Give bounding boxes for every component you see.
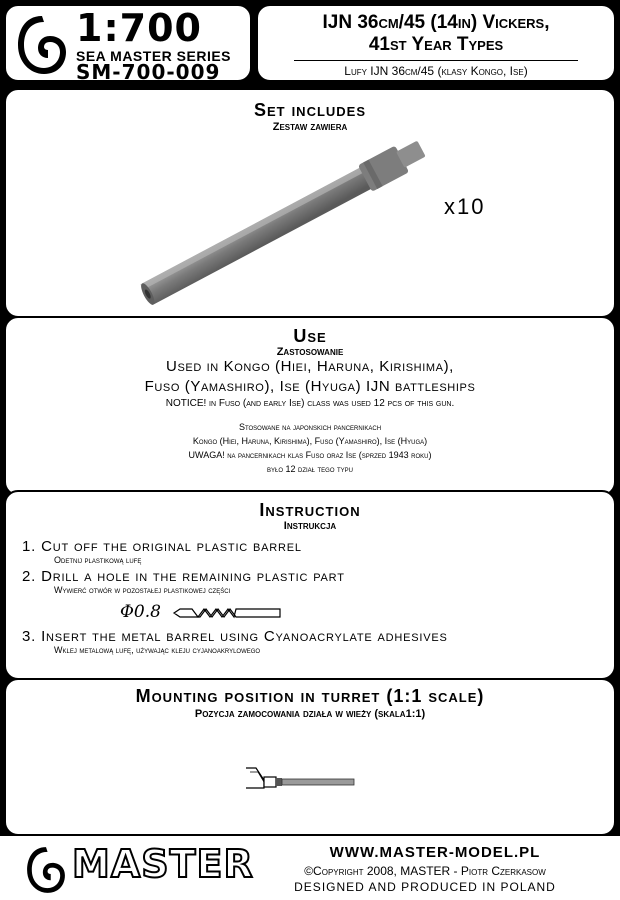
drill-size-label: Φ0.8 bbox=[120, 602, 161, 622]
use-subtitle: Zastosowanie bbox=[276, 346, 344, 358]
instruction-step-1 bbox=[22, 538, 606, 565]
brand-name: MASTER bbox=[72, 842, 254, 886]
instruction-title: Instruction bbox=[259, 500, 361, 520]
step-2-text: 2. Drill a hole in the remaining plastic part bbox=[22, 568, 345, 585]
step-2-translation: Wywierć otwór w pozostałej plastikowej części bbox=[54, 585, 231, 595]
use-ships-line2: Fuso (Yamashiro), Ise (Hyuga) IJN battleships bbox=[144, 378, 476, 395]
set-includes-section bbox=[4, 88, 616, 318]
set-includes-subtitle: Zestaw zawiera bbox=[272, 121, 348, 133]
use-notice: NOTICE! in Fuso (and early Ise) class was used 12 pcs of this gun. bbox=[165, 398, 455, 409]
product-title-line2: 41st Year Types bbox=[368, 34, 504, 55]
mounting-subtitle: Pozycja zamocowania działa w wieży (skala1:1) bbox=[194, 708, 426, 720]
instruction-step-2 bbox=[22, 568, 606, 595]
product-title-line1: IJN 36cm/45 (14in) Vickers, bbox=[322, 12, 550, 33]
drill-bit-diagram bbox=[120, 602, 290, 624]
quantity-label: x10 bbox=[444, 194, 486, 219]
turret-barrel-diagram bbox=[242, 760, 362, 800]
set-includes-title: Set includes bbox=[253, 100, 367, 120]
use-ships-line1: Used in Kongo (Hiei, Haruna, Kirishima), bbox=[166, 358, 454, 375]
step-3-translation: Wklej metalową lufę, używając kleju cyjanoakrylowego bbox=[54, 645, 261, 655]
metal-barrel-image bbox=[126, 130, 466, 310]
instruction-section bbox=[4, 490, 616, 680]
use-title: Use bbox=[293, 326, 327, 346]
website-link[interactable]: WWW.MASTER-MODEL.PL bbox=[329, 844, 541, 861]
master-logo-icon bbox=[14, 12, 70, 78]
use-polish-line4: było 12 dział tego typu bbox=[266, 464, 354, 474]
instruction-subtitle: Instrukcja bbox=[283, 520, 337, 532]
header-title-panel bbox=[256, 4, 616, 82]
series-label: SEA MASTER SERIES bbox=[76, 48, 232, 64]
use-polish-line3: UWAGA! na pancernikach klas Fuso oraz Ise (sprzed 1943 roku) bbox=[188, 450, 432, 460]
product-code: SM-700-009 bbox=[76, 60, 221, 84]
instruction-step-3 bbox=[22, 628, 606, 655]
title-divider bbox=[294, 60, 578, 61]
step-1-translation: Odetnij plastikową lufę bbox=[54, 555, 142, 565]
footer bbox=[0, 836, 620, 900]
mounting-section bbox=[4, 678, 616, 836]
scale-label: 1:700 bbox=[76, 6, 202, 50]
use-polish-line1: Stosowane na japonskich pancernikach bbox=[238, 422, 382, 432]
step-3-text: 3. Insert the metal barrel using Cyanoacrylate adhesives bbox=[22, 628, 448, 645]
step-1-text: 1. Cut off the original plastic barrel bbox=[22, 538, 302, 555]
use-section bbox=[4, 316, 616, 496]
header-brand-panel bbox=[4, 4, 252, 82]
use-polish-line2: Kongo (Hiei, Haruna, Kirishima), Fuso (Yamashiro), Ise (Hyuga) bbox=[192, 436, 428, 446]
product-subtitle: Lufy IJN 36cm/45 (klasy Kongo, Ise) bbox=[344, 64, 528, 78]
mounting-title: Mounting position in turret (1:1 scale) bbox=[135, 686, 485, 706]
drill-bit-icon bbox=[172, 606, 284, 620]
copyright-text: ©Copyright 2008, MASTER - Piotr Czerkasow bbox=[304, 864, 546, 878]
master-logo-icon bbox=[20, 844, 72, 896]
designed-text: DESIGNED AND PRODUCED IN POLAND bbox=[294, 880, 556, 894]
